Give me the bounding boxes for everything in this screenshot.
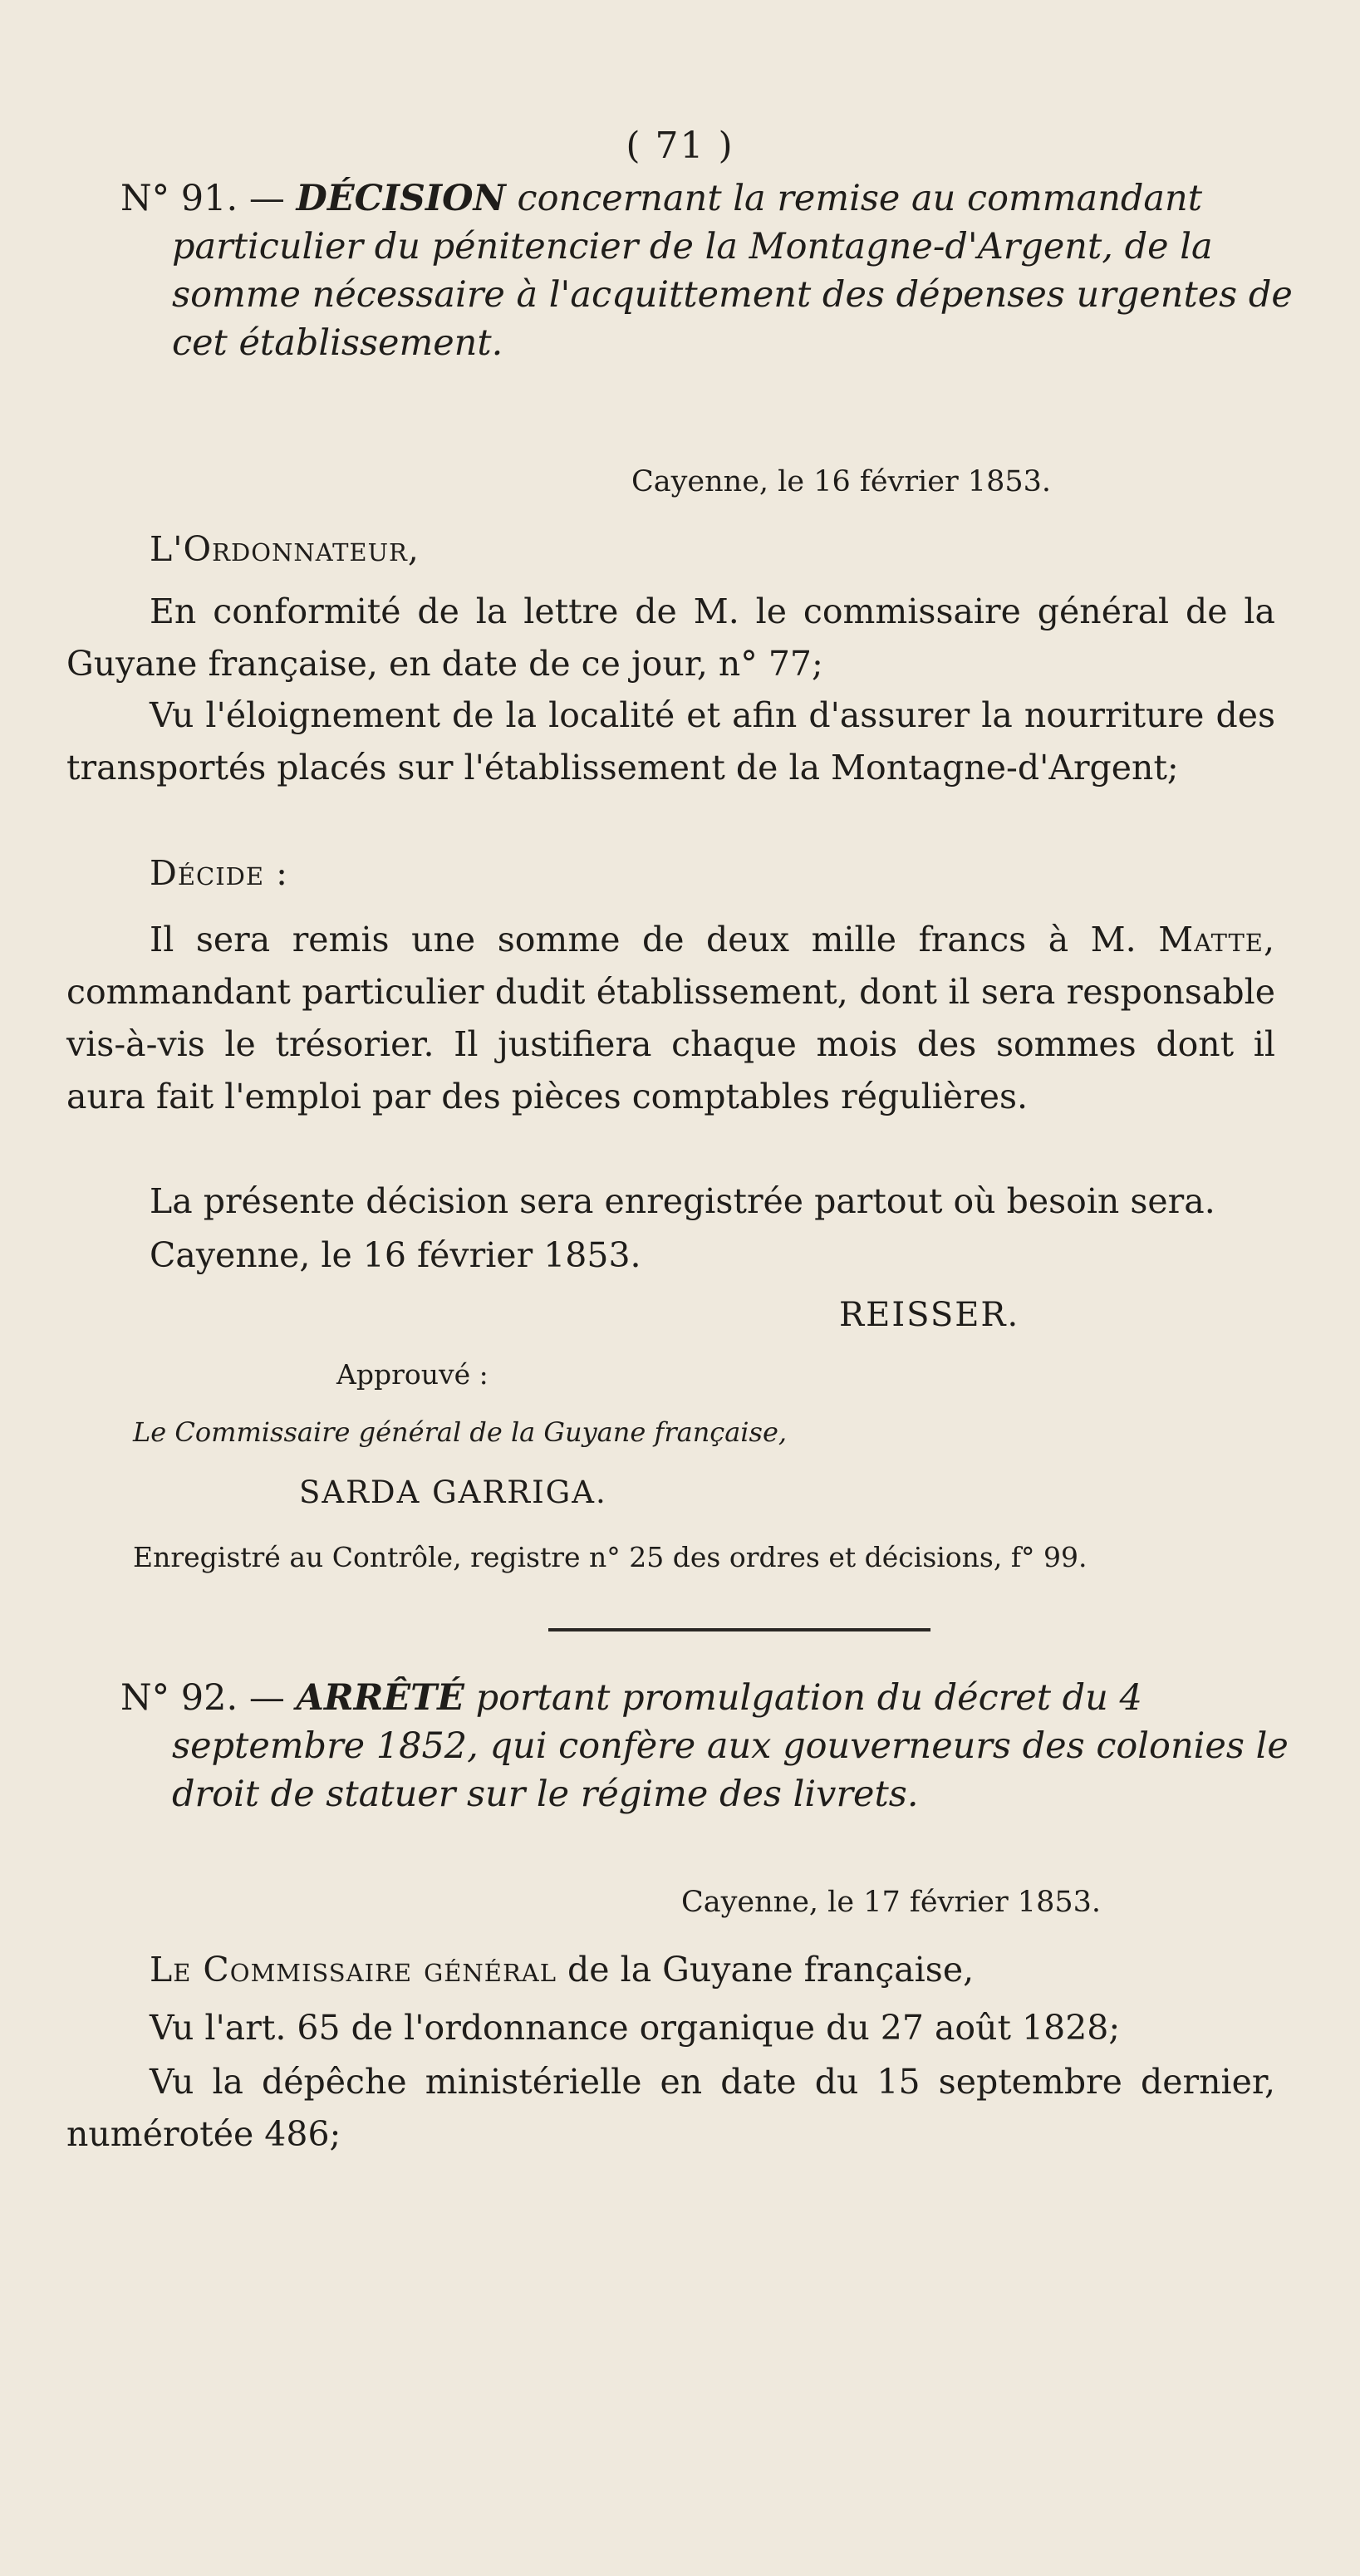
- registration-note: Enregistré au Contrôle, registre n° 25 des ordres et décisions, f° 99.: [133, 1541, 1088, 1573]
- heading-dash: —: [248, 1677, 285, 1719]
- approver-title: Le Commissaire général de la Guyane française,: [133, 1416, 788, 1448]
- arrete-paragraph-2: Vu la dépêche ministérielle en date du 15 septembre dernier, numérotée 486;: [66, 2062, 1275, 2154]
- decision-paragraph-1: En conformité de la lettre de M. le commissaire général de la Guyane française, en date de ce jour, n° 77;: [66, 591, 1275, 684]
- approver-name: SARDA GARRIGA.: [299, 1474, 607, 1510]
- decision-paragraph-3: Il sera remis une somme de deux mille francs à M. Matte, commandant particulier dudit établissement, dont il sera responsable vis-à-vis le trésorier. Il justifiera chaque mois des sommes dont il aura fait l'emploi par des pièces comptables régulières.: [66, 920, 1275, 1116]
- decision-heading: [120, 174, 1327, 367]
- arrete-authority: Le Commissaire général de la Guyane française,: [150, 1950, 975, 1990]
- decision-decide: Décide :: [150, 853, 288, 893]
- decision-title: concernant la remise au commandant particulier du pénitencier de la Montagne-d'Argent, de la somme nécessaire à l'acquittement des dépenses urgentes de cet établissement.: [172, 178, 1293, 364]
- page-number: ( 71 ): [626, 125, 734, 167]
- arrete-paragraph-1: Vu l'art. 65 de l'ordonnance organique du 27 août 1828;: [150, 2008, 1121, 2048]
- decision-paragraph-4: La présente décision sera enregistrée partout où besoin sera.: [150, 1181, 1215, 1221]
- arrete-keyword: ARRÊTÉ: [296, 1677, 464, 1719]
- arrete-title: portant promulgation du décret du 4 septembre 1852, qui confère aux gouverneurs des colonies le droit de statuer sur le régime des livrets.: [172, 1677, 1289, 1815]
- approved-label: Approuvé :: [336, 1358, 489, 1391]
- arrete-dateline: Cayenne, le 17 février 1853.: [681, 1886, 1102, 1919]
- heading-dash: —: [248, 178, 285, 219]
- decision-closing-date: Cayenne, le 16 février 1853.: [150, 1235, 641, 1275]
- decision-number: N° 91.: [120, 178, 238, 219]
- decision-authority: L'Ordonnateur,: [150, 529, 420, 569]
- decision-dateline: Cayenne, le 16 février 1853.: [631, 465, 1052, 498]
- decision-paragraph-2: Vu l'éloignement de la localité et afin d'assurer la nourriture des transportés placés sur l'établissement de la Montagne-d'Argent;: [66, 695, 1275, 788]
- commander-name: Matte,: [1158, 920, 1275, 959]
- decision-keyword: DÉCISION: [296, 178, 506, 219]
- arrete-heading: [120, 1674, 1327, 1818]
- section-divider: [548, 1628, 930, 1631]
- decision-signature: REISSER.: [839, 1296, 1020, 1334]
- arrete-number: N° 92.: [120, 1677, 238, 1719]
